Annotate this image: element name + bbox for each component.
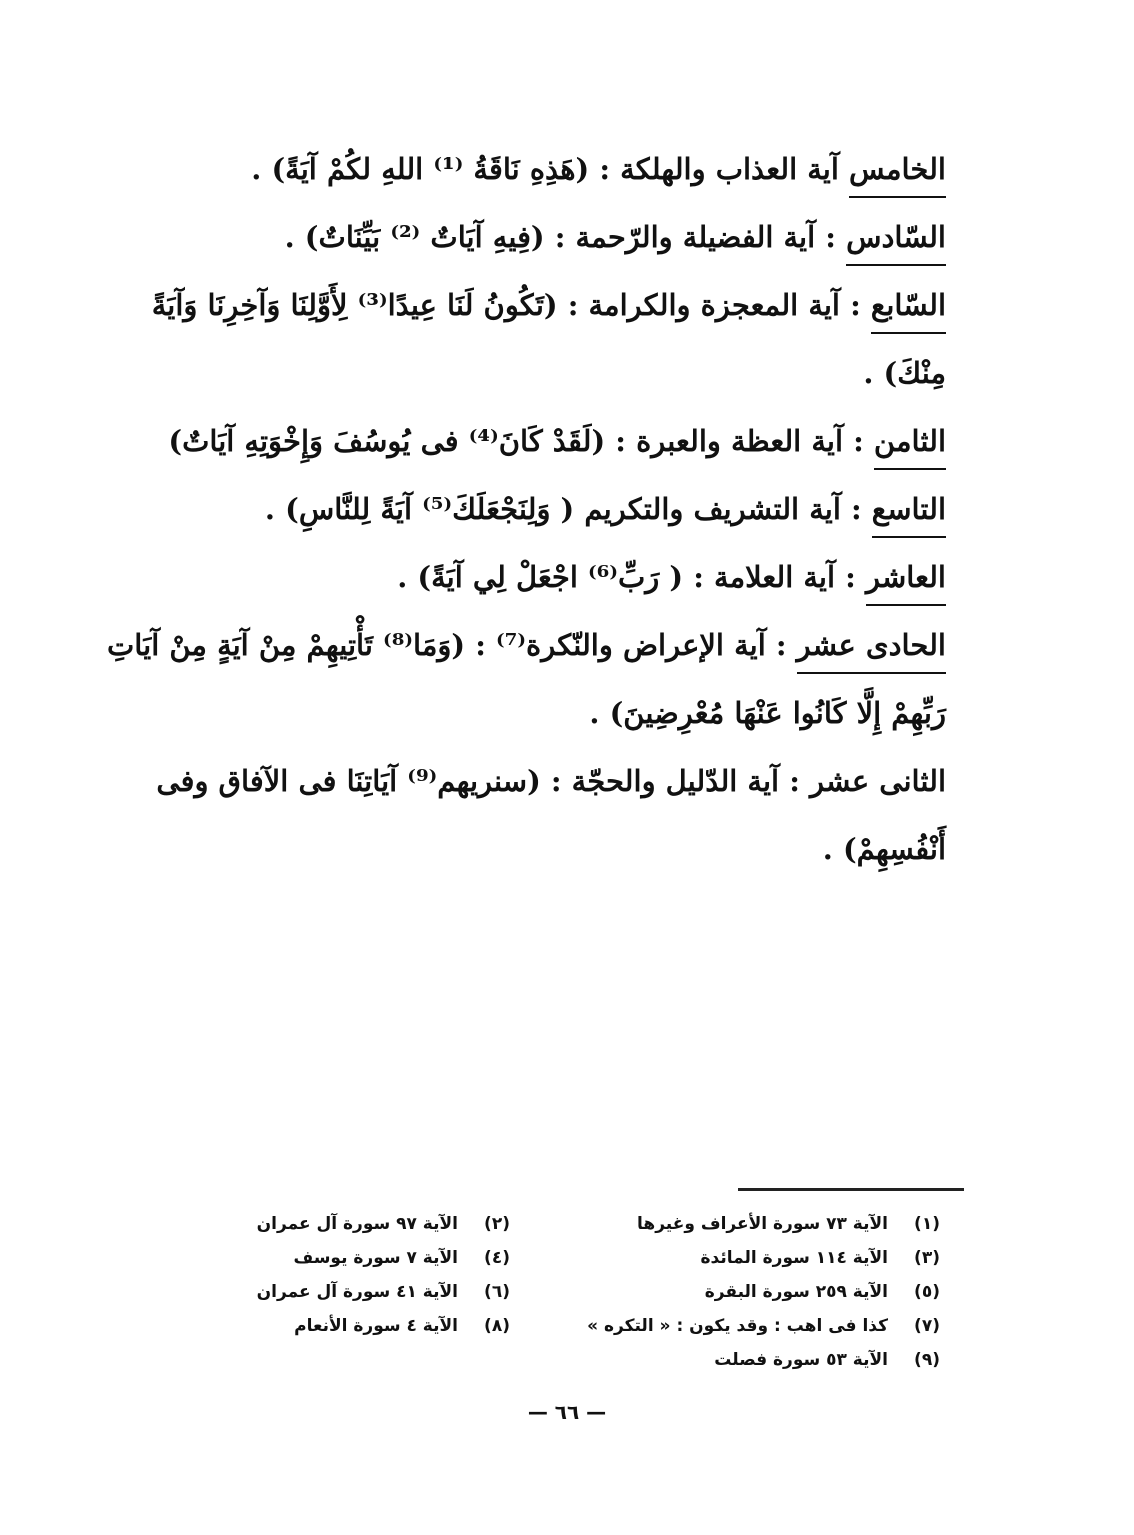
entry-label: الحادى عشر xyxy=(797,628,946,674)
entry-label: العاشر xyxy=(866,560,946,606)
entry-text: : آية التشريف والتكريم ( وَلِنَجْعَلَكَ⁽⁵⁾ آيَةً لِلنَّاسِ) . xyxy=(264,492,872,526)
entry-sixth xyxy=(96,203,946,271)
footnote-item xyxy=(540,1309,940,1343)
entry-text: : آية الإعراض والنّكرة⁽⁷⁾ : (وَمَا⁽⁸⁾ تَأْتِيهِمْ مِنْ آيَةٍ مِنْ آيَاتِ رَبِّهِمْ إِلَّا كَانُوا عَنْهَا مُعْرِضِينَ) . xyxy=(107,628,946,730)
footnote-text: الآية ٧٣ سورة الأعراف وغيرها xyxy=(637,1214,888,1234)
footnote-number: (٢) xyxy=(484,1214,510,1234)
footnote-number: (٦) xyxy=(484,1282,510,1302)
entry-label: الثامن xyxy=(874,424,946,470)
footnote-item xyxy=(540,1275,940,1309)
footnote-number: (٧) xyxy=(914,1316,940,1336)
footnote-text: الآية ١١٤ سورة المائدة xyxy=(700,1248,888,1268)
entry-ninth xyxy=(96,475,946,543)
entry-text: الثانى عشر : آية الدّليل والحجّة : (سنريهم⁽⁹⁾ آيَاتِنَا فى الآفاق وفى أَنْفُسِهِمْ) . xyxy=(156,764,946,866)
footnote-item xyxy=(200,1309,510,1343)
footnote-text: الآية ٧ سورة يوسف xyxy=(293,1248,458,1268)
footnote-number: (١) xyxy=(914,1214,940,1234)
footnote-text: الآية ٢٥٩ سورة البقرة xyxy=(704,1282,888,1302)
entry-tenth xyxy=(96,543,946,611)
entry-label: السّابع xyxy=(871,288,946,334)
entry-text: : آية العظة والعبرة : (لَقَدْ كَانَ⁽⁴⁾ فى يُوسُفَ وَإِخْوَتِهِ آيَاتٌ) xyxy=(168,424,874,458)
entry-label: التاسع xyxy=(872,492,946,538)
entry-eleventh xyxy=(96,611,946,747)
entry-fifth xyxy=(96,135,946,203)
footnote-item xyxy=(200,1207,510,1241)
footnote-item xyxy=(200,1275,510,1309)
entry-label: الخامس xyxy=(849,152,946,198)
footnote-number: (٤) xyxy=(484,1248,510,1268)
entry-twelfth xyxy=(96,747,946,883)
footnote-number: (٩) xyxy=(914,1350,940,1370)
footnote-text: كذا فى اهب : وقد يكون : « التكره » xyxy=(587,1316,888,1336)
footnote-item xyxy=(540,1343,940,1377)
footnotes-right-column xyxy=(540,1207,940,1377)
entry-label: السّادس xyxy=(846,220,946,266)
footnote-number: (٣) xyxy=(914,1248,940,1268)
footnote-separator xyxy=(738,1188,964,1191)
footnote-number: (٨) xyxy=(484,1316,510,1336)
footnote-text: الآية ٥٣ سورة فصلت xyxy=(714,1350,888,1370)
footnote-item xyxy=(540,1207,940,1241)
main-text xyxy=(96,135,946,883)
footnote-text: الآية ٤١ سورة آل عمران xyxy=(256,1282,458,1302)
footnote-text: الآية ٤ سورة الأنعام xyxy=(294,1316,458,1336)
entry-text: : آية المعجزة والكرامة : (تَكُونُ لَنَا عِيدًا⁽³⁾ لِأَوَّلِنَا وَآخِرِنَا وَآيَةً مِنْكَ) . xyxy=(151,288,946,390)
entry-text: آية العذاب والهلكة : (هَذِهِ نَاقَةُ ⁽¹⁾ اللهِ لكُمْ آيَةً) . xyxy=(251,152,850,186)
footnote-number: (٥) xyxy=(914,1282,940,1302)
entry-text: : آية الفضيلة والرّحمة : (فِيهِ آيَاتٌ ⁽²⁾ بَيِّنَاتٌ) . xyxy=(284,220,847,254)
page-number: — ٦٦ — xyxy=(527,1400,607,1424)
entry-eighth xyxy=(96,407,946,475)
footnotes-left-column xyxy=(200,1207,510,1343)
footnote-item xyxy=(540,1241,940,1275)
footnote-text: الآية ٩٧ سورة آل عمران xyxy=(256,1214,458,1234)
footnote-item xyxy=(200,1241,510,1275)
entry-seventh xyxy=(96,271,946,407)
entry-text: : آية العلامة : ( رَبِّ⁽⁶⁾ اجْعَلْ لِي آيَةً) . xyxy=(397,560,866,594)
